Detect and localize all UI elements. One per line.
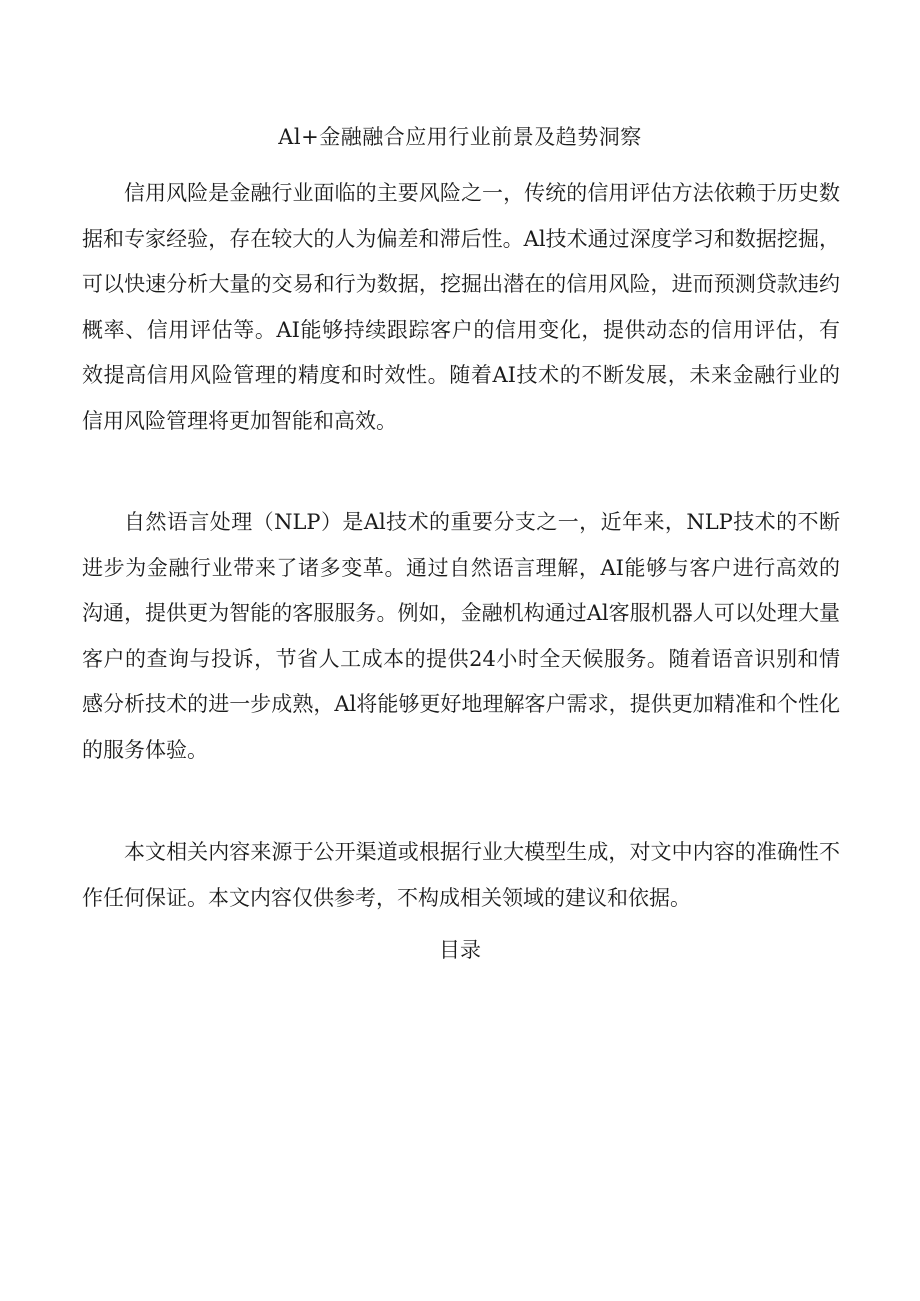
paragraph-disclaimer: 本文相关内容来源于公开渠道或根据行业大模型生成，对文中内容的准确性不作任何保证。本文内容仅供参考，不构成相关领域的建议和依据。 [82, 840, 840, 910]
toc-heading: 目录 [439, 938, 481, 962]
document-title: Al+金融融合应用行业前景及趋势洞察 [278, 125, 642, 149]
paragraph-credit-risk: 信用风险是金融行业面临的主要风险之一，传统的信用评估方法依赖于历史数据和专家经验，存在较大的人为偏差和滞后性。Al技术通过深度学习和数据挖掘，可以快速分析大量的交易和行为数据，挖掘出潜在的信用风险，进而预测贷款违约概率、信用评估等。AI能够持续跟踪客户的信用变化，提供动态的信用评估，有效提高信用风险管理的精度和时效性。随着AI技术的不断发展，未来金融行业的信用风险管理将更加智能和高效。 [82, 181, 840, 433]
paragraph-nlp: 自然语言处理（NLP）是Al技术的重要分支之一，近年来，NLP技术的不断进步为金融行业带来了诸多变革。通过自然语言理解，AI能够与客户进行高效的沟通，提供更为智能的客服服务。例如，金融机构通过Al客服机器人可以处理大量客户的查询与投诉，节省人工成本的提供24小时全天候服务。随着语音识别和情感分析技术的进一步成熟，Al将能够更好地理解客户需求，提供更加精准和个性化的服务体验。 [82, 510, 840, 762]
